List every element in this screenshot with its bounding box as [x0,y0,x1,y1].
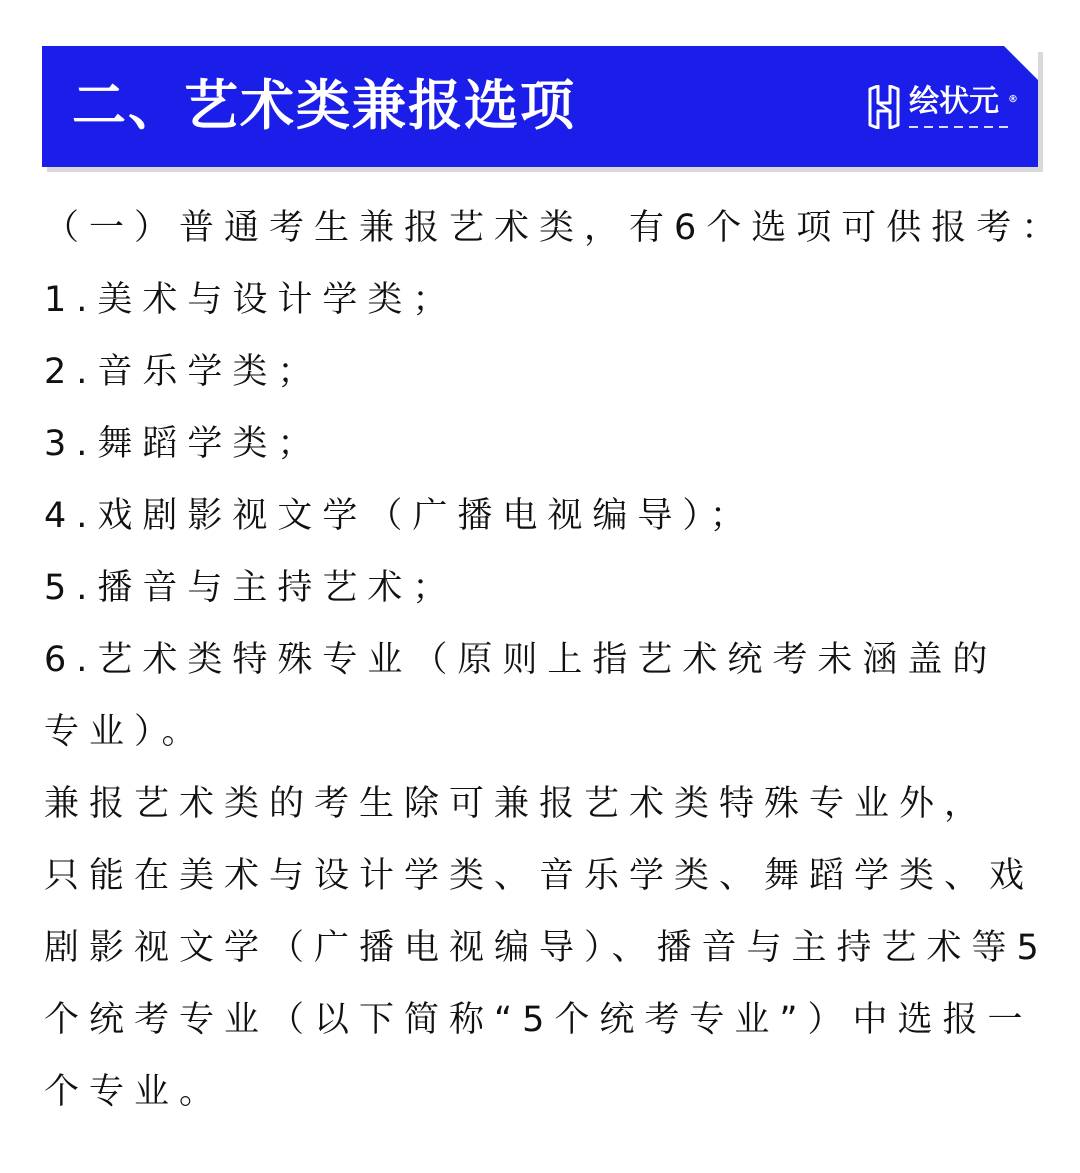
list-item-5: 5.播音与主持艺术； [44,568,458,608]
list-item-6-continued: 专业）。 [44,712,207,752]
list-item-3: 3.舞蹈学类； [44,424,323,464]
paragraph-line: 只能在美术与设计学类、音乐学类、舞蹈学类、戏 [44,856,1035,896]
paragraph-line: 兼报艺术类的考生除可兼报艺术类特殊专业外， [44,784,990,824]
banner-folded-corner [1004,46,1038,80]
paragraph-line: 个统考专业（以下简称“5个统考专业”）中选报一 [44,1000,1033,1040]
paragraph-line: 剧影视文学（广播电视编导）、播音与主持艺术等5 [44,928,1049,968]
body-text [44,192,1067,1128]
paragraph-line: （一）普通考生兼报艺术类，有6个选项可供报考： [44,208,1067,248]
brand-name [909,84,1018,119]
section-banner [42,46,1038,167]
list-item-1: 1.美术与设计学类； [44,280,458,320]
list-item-4: 4.戏剧影视文学（广播电视编导）； [44,496,755,536]
brand-tagline-marks [909,120,1008,128]
registered-mark: ® [1008,94,1018,105]
logo-h-icon [867,85,901,129]
paragraph-line: 个专业。 [44,1072,225,1112]
brand-logo [867,82,1018,132]
list-item-6: 6.艺术类特殊专业（原则上指艺术统考未涵盖的 [44,640,998,680]
list-item-2: 2.音乐学类； [44,352,323,392]
logo-text [909,84,1018,128]
section-title: 二、艺术类兼报选项 [72,74,576,137]
brand-name-text: 绘状元 [909,84,999,119]
